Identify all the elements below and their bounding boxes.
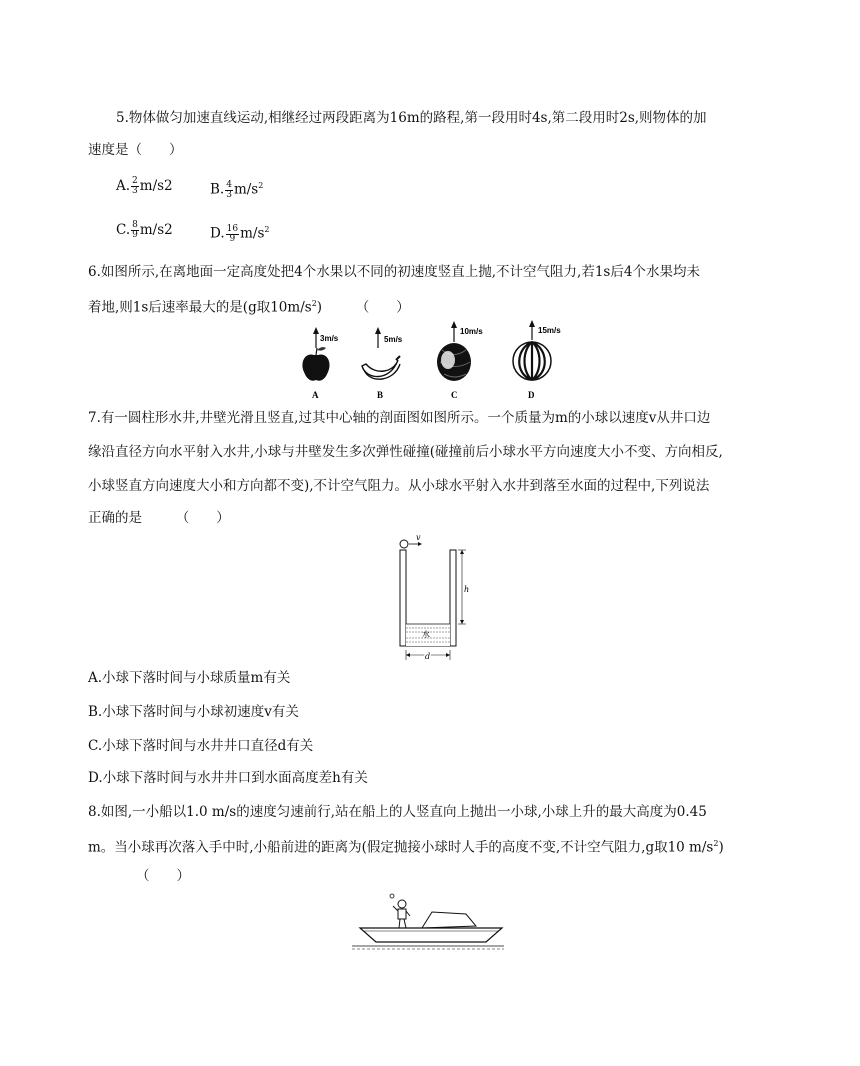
q5-option-a: A. $\frac{2}{3}$ m/s2	[116, 176, 173, 196]
fraction: $\frac{8}{9}$	[132, 220, 138, 240]
fruit-d-label: D	[528, 390, 535, 400]
q7-stem-line3: 小球竖直方向速度大小和方向都不变),不计空气阻力。从小球水平射入水井到落至水面的过程中,下列说法	[88, 478, 710, 494]
svg-text:水: 水	[422, 630, 430, 639]
fruit-d-speed: 15m/s	[538, 326, 561, 335]
q7-option-b: B.小球下落时间与小球初速度v有关	[88, 704, 299, 720]
fraction: $\frac{2}{3}$	[132, 176, 138, 196]
q8-answer-bracket: （ ）	[136, 868, 190, 884]
ball-icon	[390, 894, 394, 898]
fruit-b-label: B	[377, 390, 384, 400]
q5-option-d: D. $\frac{16}{9}$ $m/s^2$	[210, 223, 270, 244]
fruits-figure	[290, 320, 580, 402]
q7-stem-line2: 缘沿直径方向水平射入水井,小球与井壁发生多次弹性碰撞(碰撞前后小球水平方向速度大小不变、方向相反,	[88, 444, 723, 460]
fruit-c-speed: 10m/s	[460, 327, 483, 336]
q7-option-d: D.小球下落时间与水井井口到水面高度差h有关	[88, 770, 368, 786]
person-icon	[393, 900, 410, 928]
q6-stem-line2: 着地,则1s后速率最大的是(g取$10m/s^2$) （ ）	[88, 299, 410, 316]
q7-option-c: C.小球下落时间与水井井口直径d有关	[88, 738, 314, 754]
fruit-a-label: A	[312, 390, 319, 400]
well-diagram	[392, 534, 478, 662]
ball-icon	[400, 540, 408, 548]
svg-text:v: v	[416, 534, 421, 542]
fraction: $\frac{16}{9}$	[226, 223, 239, 244]
q5-stem-line2: 速度是（ ）	[88, 142, 183, 158]
q7-stem-line4: 正确的是 （ ）	[88, 510, 230, 526]
q5-option-b: B. $\frac{4}{3}$ $m/s^2$	[210, 179, 264, 200]
boat-figure	[352, 892, 504, 956]
q8-stem-line1: 8.如图,一小船以1.0 m/s的速度匀速前行,站在船上的人竖直向上抛出一小球,小球上升的最大高度为0.45	[88, 804, 707, 820]
q8-stem-line2: m。当小球再次落入手中时,小船前进的距离为(假定抛接小球时人手的高度不变,不计空气阻力,g取10 $m/s^2$)	[88, 839, 724, 856]
fraction: $\frac{4}{3}$	[226, 179, 232, 200]
q5-stem-line1: 5.物体做匀加速直线运动,相继经过两段距离为16m的路程,第一段用时4s,第二段用时2s,则物体的加	[116, 110, 707, 126]
svg-text:h: h	[464, 585, 470, 594]
q7-stem-line1: 7.有一圆柱形水井,井壁光滑且竖直,过其中心轴的剖面图如图所示。一个质量为m的小球以速度v从井口边	[88, 410, 711, 426]
fruit-c-label: C	[451, 390, 458, 400]
q7-option-a: A.小球下落时间与小球质量m有关	[88, 670, 291, 686]
svg-text:d: d	[425, 652, 431, 661]
fruit-b-speed: 5m/s	[384, 335, 403, 344]
fruit-a-speed: 3m/s	[320, 334, 339, 343]
q5-option-c: C. $\frac{8}{9}$ m/s2	[116, 220, 173, 240]
q6-stem-line1: 6.如图所示,在离地面一定高度处把4个水果以不同的初速度竖直上抛,不计空气阻力,若1s后4个水果均未	[88, 264, 700, 280]
